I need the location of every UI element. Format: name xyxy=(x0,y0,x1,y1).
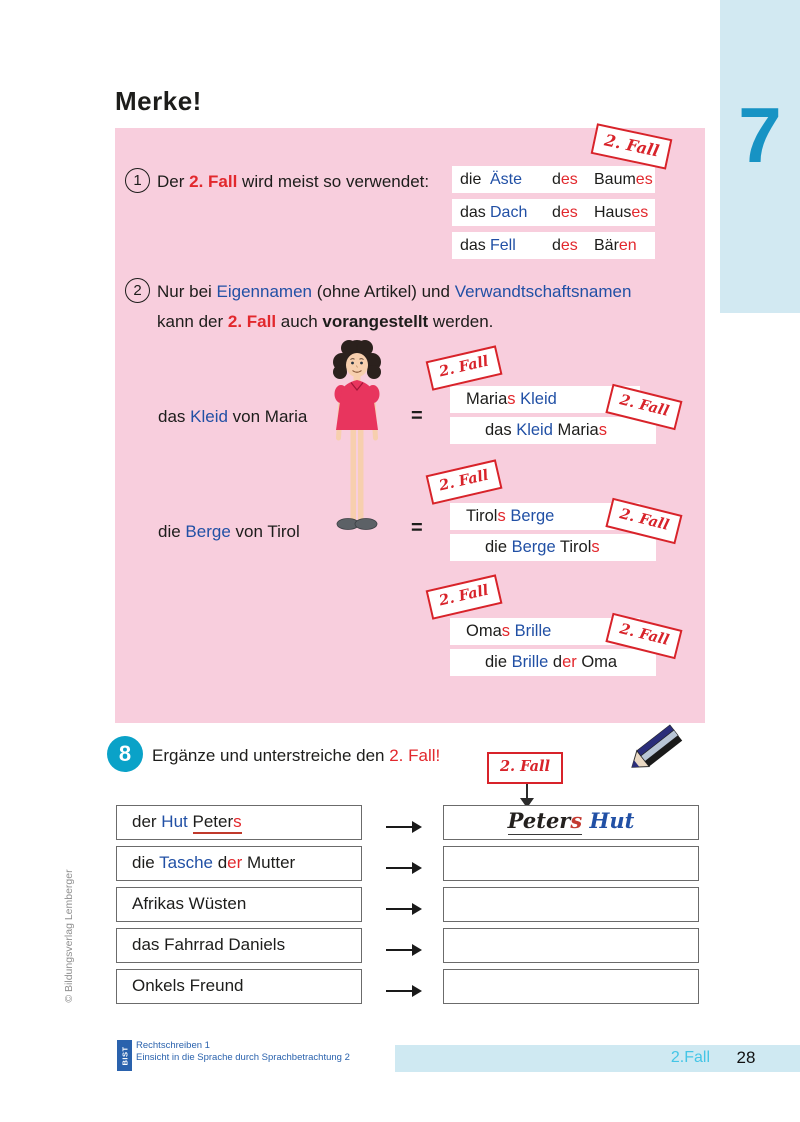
example-box xyxy=(452,166,655,193)
exercise-left-box: die Tasche der Mutter xyxy=(116,846,362,881)
equals-sign: = xyxy=(411,405,423,427)
equiv-bottom-box: die Brille der Oma xyxy=(450,649,656,676)
genitive-stamp: 2. Fall xyxy=(606,613,683,659)
equiv-bottom-box: die Berge Tirols xyxy=(450,534,656,561)
item2-line1: Nur bei Eigennamen (ohne Artikel) und Verwandtschaftsnamen xyxy=(157,282,632,301)
example-box xyxy=(452,199,655,226)
genitive-stamp: 2. Fall xyxy=(487,752,563,784)
answer-box[interactable] xyxy=(443,928,699,963)
page-number: 28 xyxy=(736,1048,756,1067)
equiv-label: die Berge von Tirol xyxy=(158,522,300,541)
exercise-left-box: der Hut Peters xyxy=(116,805,362,840)
genitive-stamp: 2. Fall xyxy=(426,459,503,504)
example-genitive-noun: Bären xyxy=(594,236,637,254)
example-noun: Äste xyxy=(490,170,523,188)
example-noun: Dach xyxy=(490,203,528,221)
footer-chapter: 2.Fall xyxy=(670,1049,710,1066)
item2-line2: kann der 2. Fall auch vorangestellt werden. xyxy=(157,312,494,331)
right-arrow-icon xyxy=(386,903,424,915)
example-genitive-noun: Baumes xyxy=(594,170,653,188)
footer-series-subtitle: Einsicht in die Sprache durch Sprachbetrachtung 2 xyxy=(136,1051,350,1063)
answer-box[interactable] xyxy=(443,846,699,881)
example-noun: Fell xyxy=(490,236,516,254)
exercise-number-badge: 8 xyxy=(107,736,143,772)
equiv-label: das Kleid von Maria xyxy=(158,407,308,426)
note-panel xyxy=(115,128,705,723)
footer-series-title: Rechtschreiben 1 xyxy=(136,1040,210,1051)
right-arrow-icon xyxy=(386,862,424,874)
example-article: die xyxy=(460,170,482,188)
right-arrow-icon xyxy=(386,944,424,956)
example-genitive-noun: Hauses xyxy=(594,203,649,221)
exercise-title: Ergänze und unterstreiche den 2. Fall! xyxy=(152,746,441,765)
equiv-top-box: Tirols Berge xyxy=(450,503,640,530)
unit-number: 7 xyxy=(738,91,782,179)
equals-sign: = xyxy=(411,517,423,539)
example-box xyxy=(452,232,655,259)
equiv-top-box: Marias Kleid xyxy=(450,386,640,413)
example-genitive-article: des xyxy=(552,170,578,188)
item1-number: 1 xyxy=(125,168,150,193)
exercise-left-box: Afrikas Wüsten xyxy=(116,887,362,922)
genitive-stamp: 2. Fall xyxy=(606,384,683,430)
example-article: das xyxy=(460,203,486,221)
answer-box[interactable] xyxy=(443,969,699,1004)
example-genitive-article: des xyxy=(552,236,578,254)
right-arrow-icon xyxy=(386,821,424,833)
girl-illustration xyxy=(328,338,386,536)
genitive-stamp: 2. Fall xyxy=(606,498,683,544)
item1-text: Der 2. Fall wird meist so verwendet: xyxy=(157,172,430,191)
answer-box[interactable]: Peters Hut xyxy=(443,805,699,840)
item2-number: 2 xyxy=(125,278,150,303)
example-article: das xyxy=(460,236,486,254)
exercise-left-box: Onkels Freund xyxy=(116,969,362,1004)
genitive-stamp: 2. Fall xyxy=(591,123,673,169)
exercise-left-box: das Fahrrad Daniels xyxy=(116,928,362,963)
right-arrow-icon xyxy=(386,985,424,997)
bist-logo: BIST xyxy=(117,1040,132,1071)
example-genitive-article: des xyxy=(552,203,578,221)
copyright-notice: © Bildungsverlag Lemberger xyxy=(63,869,75,1003)
equiv-bottom-box: das Kleid Marias xyxy=(450,417,656,444)
genitive-stamp: 2. Fall xyxy=(426,345,503,390)
answer-box[interactable] xyxy=(443,887,699,922)
equiv-top-box: Omas Brille xyxy=(450,618,640,645)
genitive-stamp: 2. Fall xyxy=(426,574,503,619)
footer-series xyxy=(136,1040,350,1063)
pencil-icon xyxy=(612,722,696,778)
page-title: Merke! xyxy=(115,86,202,116)
